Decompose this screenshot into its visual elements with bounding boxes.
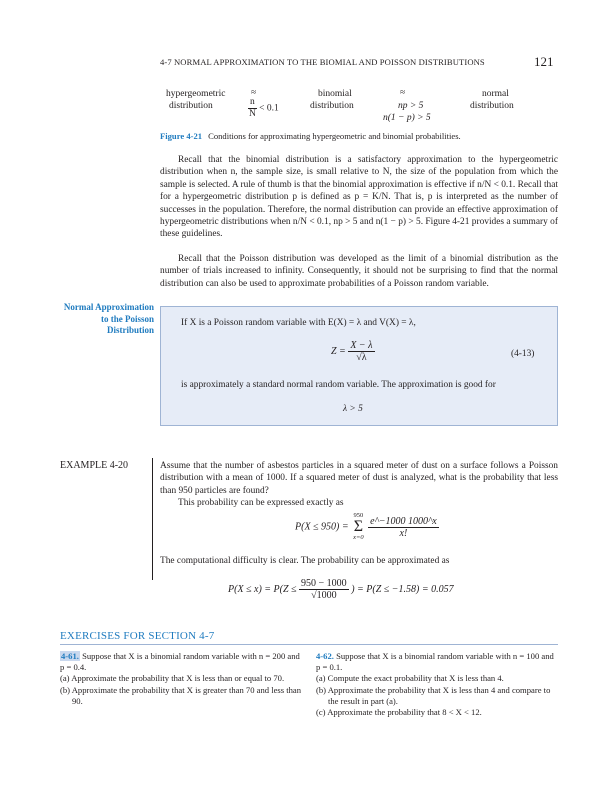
exercise-4-61-text: Suppose that X is a binomial random variable with n = 200 and p = 0.4. bbox=[60, 651, 300, 673]
example-text-3: The computational difficulty is clear. The probability can be approximated as bbox=[160, 556, 450, 566]
exercise-4-62 bbox=[316, 651, 560, 718]
formula-exact bbox=[295, 512, 439, 542]
example-text-1: Assume that the number of asbestos particles in a squared meter of dust on a surface follows a Poisson distribution with a mean of 1000. If a squared meter of dust is analyzed, what is the probability that less than 950 particles are found? bbox=[160, 461, 558, 496]
figure-normal-distribution: distribution bbox=[470, 101, 514, 111]
exercise-4-61 bbox=[60, 651, 304, 707]
figure-approx-2: ≈ bbox=[400, 88, 406, 98]
exercise-4-61-intro bbox=[60, 651, 304, 673]
figure-hypergeometric-label bbox=[166, 89, 225, 99]
exercise-4-62-b: (b) Approximate the probability that X is less than 4 and compare to the result in part (a). bbox=[316, 684, 551, 706]
z-numerator: X − λ bbox=[350, 340, 373, 351]
summation bbox=[353, 512, 364, 542]
example-text-2: This probability can be expressed exactly as bbox=[178, 498, 344, 508]
paragraph-poisson: Recall that the Poisson distribution was developed as the limit of a binomial distribution as the number of trials increased to infinity. Consequently, it should not be surprising to find that the normal distribution can also be used to approximate probabilities of a Poisson random variable. bbox=[160, 254, 558, 289]
exercise-4-61-a: (a) Approximate the probability that X is less than or equal to 70. bbox=[60, 673, 285, 684]
exercise-4-62-intro bbox=[316, 651, 560, 673]
box-z-formula bbox=[331, 340, 375, 363]
sum-lower: x=0 bbox=[353, 534, 364, 541]
figure-normal-label: normal bbox=[482, 89, 509, 99]
approx-lhs: P(X ≤ x) = P(Z ≤ bbox=[228, 584, 297, 595]
exercise-4-62-text: Suppose that X is a binomial random variable with n = 100 and p = 0.1. bbox=[316, 651, 554, 673]
formula-approx bbox=[228, 578, 454, 601]
figure-caption bbox=[160, 131, 461, 141]
exercises-title: EXERCISES FOR SECTION 4-7 bbox=[60, 630, 215, 642]
page-number: 121 bbox=[534, 54, 554, 69]
condition-den: N bbox=[248, 109, 256, 119]
figure-binomial-distribution: distribution bbox=[310, 101, 354, 111]
exercise-4-61-number: 4-61. bbox=[61, 651, 79, 661]
figure-binomial-label: binomial bbox=[318, 89, 352, 99]
box-line-2: is approximately a standard normal random variable. The approximation is good for bbox=[181, 380, 496, 390]
example-label: EXAMPLE 4-20 bbox=[60, 460, 129, 471]
figure-hyper-word: hypergeometric bbox=[166, 89, 226, 99]
figure-condition-2a: np > 5 bbox=[398, 101, 424, 111]
z-lhs: Z = bbox=[331, 346, 346, 357]
exact-numerator: e^−1000 1000^x bbox=[370, 515, 437, 527]
definition-box bbox=[160, 306, 558, 426]
exact-denominator: x! bbox=[399, 527, 408, 539]
condition-num: n bbox=[250, 97, 255, 107]
approx-fraction bbox=[299, 578, 349, 601]
example-rule bbox=[152, 458, 153, 580]
exercise-4-62-number: 4-62. bbox=[316, 651, 334, 661]
exercise-4-61-b: (b) Approximate the probability that X is greater than 70 and less than 90. bbox=[60, 684, 302, 706]
margin-label-normal-approx-poisson: Normal Approximation to the Poisson Distribution bbox=[63, 302, 154, 335]
approx-numerator: 950 − 1000 bbox=[301, 578, 347, 589]
z-fraction bbox=[348, 340, 374, 363]
figure-caption-text: Conditions for approximating hypergeometric and binomial probabilities. bbox=[208, 131, 461, 141]
figure-caption-label: Figure 4-21 bbox=[160, 131, 203, 141]
running-header: 4-7 NORMAL APPROXIMATION TO THE BIOMIAL AND POISSON DISTRIBUTIONS bbox=[160, 57, 485, 67]
z-denominator: √λ bbox=[356, 352, 367, 363]
exact-fraction bbox=[368, 516, 439, 539]
figure-condition-1 bbox=[248, 97, 279, 120]
paragraph-binomial-hypergeometric: Recall that the binomial distribution is a satisfactory approximation to the hypergeometric distribution when n, the sample size, is small relative to N, the size of the population from which the sample is selected. A rule of thumb is that the binomial approximation is effective if n/N < 0.1. Recall that for a hypergeometric distribution p is defined as p = K/N. That is, p is interpreted as the number of successes in the population. Therefore, the normal distribution can provide an effective approximation of hypergeometric distributions when n/N < 0.1, np > 5 and n(1 − p) > 5. Figure 4-21 provides a summary of these guidelines. bbox=[160, 155, 558, 240]
exercises-rule bbox=[60, 644, 558, 645]
approx-rhs: ) = P(Z ≤ −1.58) = 0.057 bbox=[351, 584, 454, 595]
exact-lhs: P(X ≤ 950) = bbox=[295, 521, 349, 533]
figure-hyper-distribution: distribution bbox=[169, 101, 213, 111]
exercise-4-62-a: (a) Compute the exact probability that X is less than 4. bbox=[316, 673, 504, 684]
box-condition: λ > 5 bbox=[343, 404, 363, 414]
sum-upper: 950 bbox=[353, 512, 364, 519]
condition-fraction bbox=[248, 97, 257, 120]
figure-condition-2b: n(1 − p) > 5 bbox=[383, 113, 431, 123]
approx-denominator: √1000 bbox=[311, 590, 337, 601]
figure-approx-1: ≈ bbox=[251, 88, 257, 98]
equation-number: (4-13) bbox=[511, 349, 535, 359]
condition-rest: < 0.1 bbox=[259, 103, 279, 114]
box-line-1: If X is a Poisson random variable with E(X) = λ and V(X) = λ, bbox=[181, 318, 416, 328]
sum-symbol: Σ bbox=[353, 518, 364, 535]
exercise-4-62-c: (c) Approximate the probability that 8 < X < 12. bbox=[316, 707, 482, 718]
